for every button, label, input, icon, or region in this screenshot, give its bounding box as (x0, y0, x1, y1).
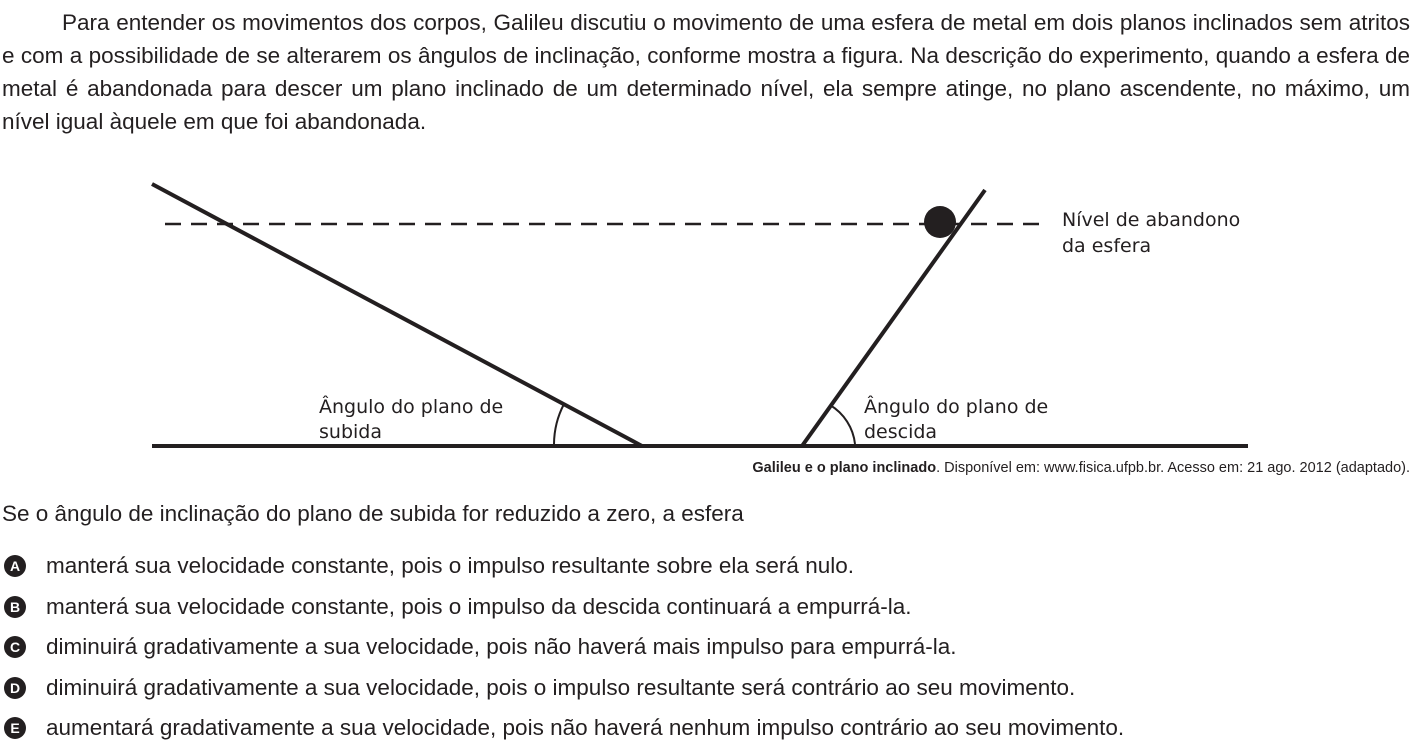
descending-angle-label-line1: Ângulo do plano de (864, 396, 1049, 418)
option-a[interactable] (4, 546, 1124, 587)
inclined-planes-figure (0, 170, 1418, 460)
source-details: . Disponível em: www.fisica.ufpb.br. Acesso em: 21 ago. 2012 (adaptado). (936, 460, 1410, 476)
option-letter-badge: D (4, 677, 26, 699)
option-letter-badge: C (4, 636, 26, 658)
option-d[interactable] (4, 668, 1124, 709)
option-c[interactable] (4, 627, 1124, 668)
descending-angle-label (864, 395, 1054, 443)
ascending-angle-label-line2: subida (319, 421, 382, 443)
metal-sphere (924, 206, 956, 238)
intro-paragraph: Para entender os movimentos dos corpos, Galileu discutiu o movimento de uma esfera de metal em dois planos inclinados sem atritos e com a possibilidade de se alterarem os ângulos de inclinação, conforme mostra a figura. Na descrição do experimento, quando a esfera de metal é abandonada para descer um plano inclinado de um determinado nível, ela sempre atinge, no plano ascendente, no máximo, um nível igual àquele em que foi abandonada. (2, 10, 1410, 134)
ascending-angle-label (319, 395, 509, 443)
descending-angle-label-line2: descida (864, 421, 938, 443)
source-citation (752, 460, 1410, 476)
release-level-label (1062, 209, 1246, 257)
option-text: manterá sua velocidade constante, pois o impulso resultante sobre ela será nulo. (46, 553, 854, 579)
release-level-label-line2: da esfera (1062, 235, 1152, 257)
option-letter-badge: E (4, 717, 26, 739)
option-text: manterá sua velocidade constante, pois o impulso da descida continuará a empurrá-la. (46, 593, 912, 619)
source-title: Galileu e o plano inclinado (752, 460, 937, 476)
option-letter-badge: B (4, 596, 26, 618)
ascending-angle-label-line1: Ângulo do plano de (319, 396, 504, 418)
option-text: diminuirá gradativamente a sua velocidade, pois não haverá mais impulso para empurrá-la. (46, 634, 957, 660)
answer-options (4, 546, 1124, 749)
release-level-label-line1: Nível de abandono (1062, 209, 1241, 231)
option-letter-badge: A (4, 555, 26, 577)
option-text: aumentará gradativamente a sua velocidade, pois não haverá nenhum impulso contrário ao seu movimento. (46, 715, 1125, 741)
question-stem: Se o ângulo de inclinação do plano de subida for reduzido a zero, a esfera (2, 501, 744, 526)
option-b[interactable] (4, 587, 1124, 628)
option-text: diminuirá gradativamente a sua velocidade, pois o impulso resultante será contrário ao seu movimento. (46, 674, 1076, 700)
option-e[interactable] (4, 708, 1124, 749)
ascending-angle-arc (554, 404, 564, 444)
descending-angle-arc (830, 405, 855, 444)
